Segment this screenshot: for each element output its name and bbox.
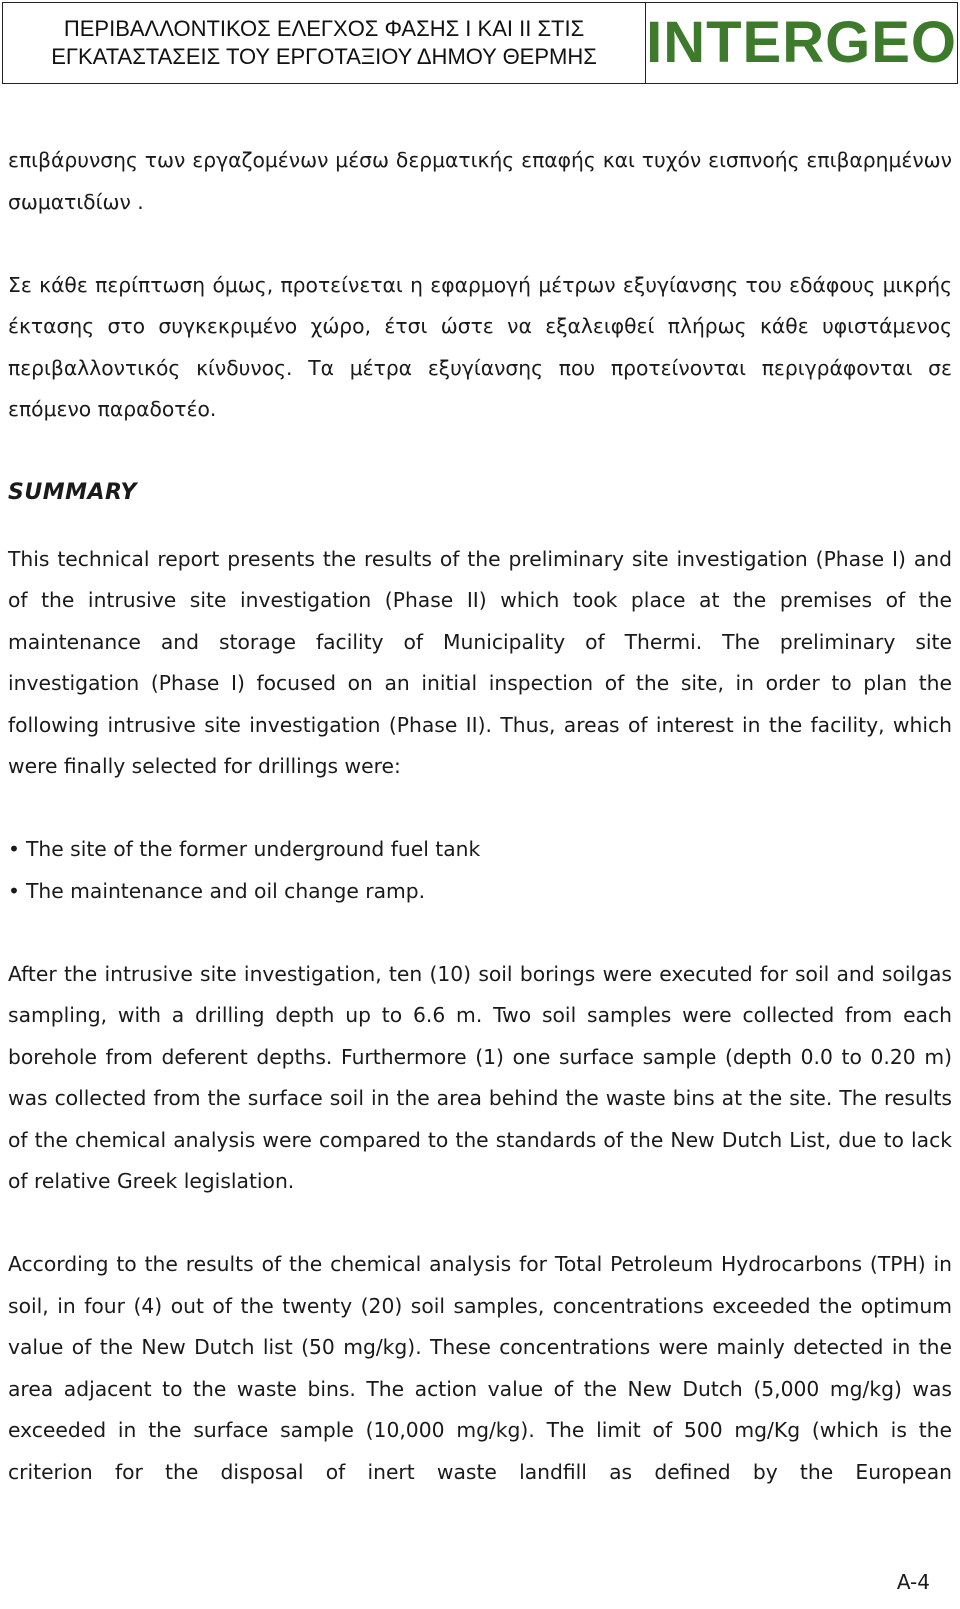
document-title-line-1: ΠΕΡΙΒΑΛΛΟΝΤΙΚΟΣ ΕΛΕΓΧΟΣ ΦΑΣΗΣ Ι ΚΑΙ ΙΙ ΣΤΙΣ [63, 16, 585, 41]
document-title-line-2: ΕΓΚΑΤΑΣΤΑΣΕΙΣ ΤΟΥ ΕΡΓΟΤΑΞΙΟΥ ΔΗΜΟΥ ΘΕΡΜΗΣ [51, 44, 597, 69]
document-title [3, 3, 646, 83]
greek-paragraph-1: επιβάρυνσης των εργαζομένων μέσω δερματικής επαφής και τυχόν εισπνοής επιβαρημένων σωματιδίων . [8, 148, 952, 214]
summary-paragraph-2: After the intrusive site investigation, ten (10) soil borings were executed for soil and soilgas sampling, with a drilling depth up to 6.6 m. Two soil samples were collected from each borehole from deferent depths. Furthermore (1) one surface sample (depth 0.0 to 0.20 m) was collected from the surface soil in the area behind the waste bins at the site. The results of the chemical analysis were compared to the standards of the New Dutch List, due to lack of relative Greek legislation. [8, 961, 952, 1193]
summary-heading: SUMMARY [8, 480, 137, 505]
document-body [8, 140, 952, 1493]
list-item [8, 871, 952, 913]
list-item [8, 829, 952, 871]
bullet-icon: • [8, 837, 20, 861]
intergeo-logo [646, 3, 957, 83]
page-number: A-4 [896, 1570, 930, 1594]
greek-paragraph-2: Σε κάθε περίπτωση όμως, προτείνεται η εφαρμογή μέτρων εξυγίανσης του εδάφους μικρής έκτασης στο συγκεκριμένο χώρο, έτσι ώστε να εξαλειφθεί πλήρως κάθε υφιστάμενος περιβαλλοντικός κίνδυνος. Τα μέτρα εξυγίανσης που προτείνονται περιγράφονται σε επόμενο παραδοτέο. [8, 272, 952, 421]
bullet-icon: • [8, 878, 20, 903]
drilling-areas-list [8, 829, 952, 912]
summary-paragraph-3: According to the results of the chemical analysis for Total Petroleum Hydrocarbons (TPH) in soil, in four (4) out of the twenty (20) soil samples, concentrations exceeded the optimum value of the New Dutch list (50 mg/kg). These concentrations were mainly detected in the area adjacent to the waste bins. The action value of the New Dutch (5,000 mg/kg) was exceeded in the surface sample (10,000 mg/kg). The limit of 500 mg/Kg (which is the criterion for the disposal of inert waste landfill as defined by the European [8, 1252, 952, 1484]
page-header [2, 2, 958, 84]
list-item-text: The site of the former underground fuel tank [25, 837, 481, 861]
logo-wordmark: INTERGEO [646, 10, 957, 75]
list-item-text: The maintenance and oil change ramp. [25, 878, 426, 903]
summary-paragraph-1: This technical report presents the results of the preliminary site investigation (Phase I) and of the intrusive site investigation (Phase II) which took place at the premises of the maintenance and storage facility of Municipality of Thermi. The preliminary site investigation (Phase I) focused on an initial inspection of the site, in order to plan the following intrusive site investigation (Phase II). Thus, areas of interest in the facility, which were finally selected for drillings were: [8, 546, 952, 778]
